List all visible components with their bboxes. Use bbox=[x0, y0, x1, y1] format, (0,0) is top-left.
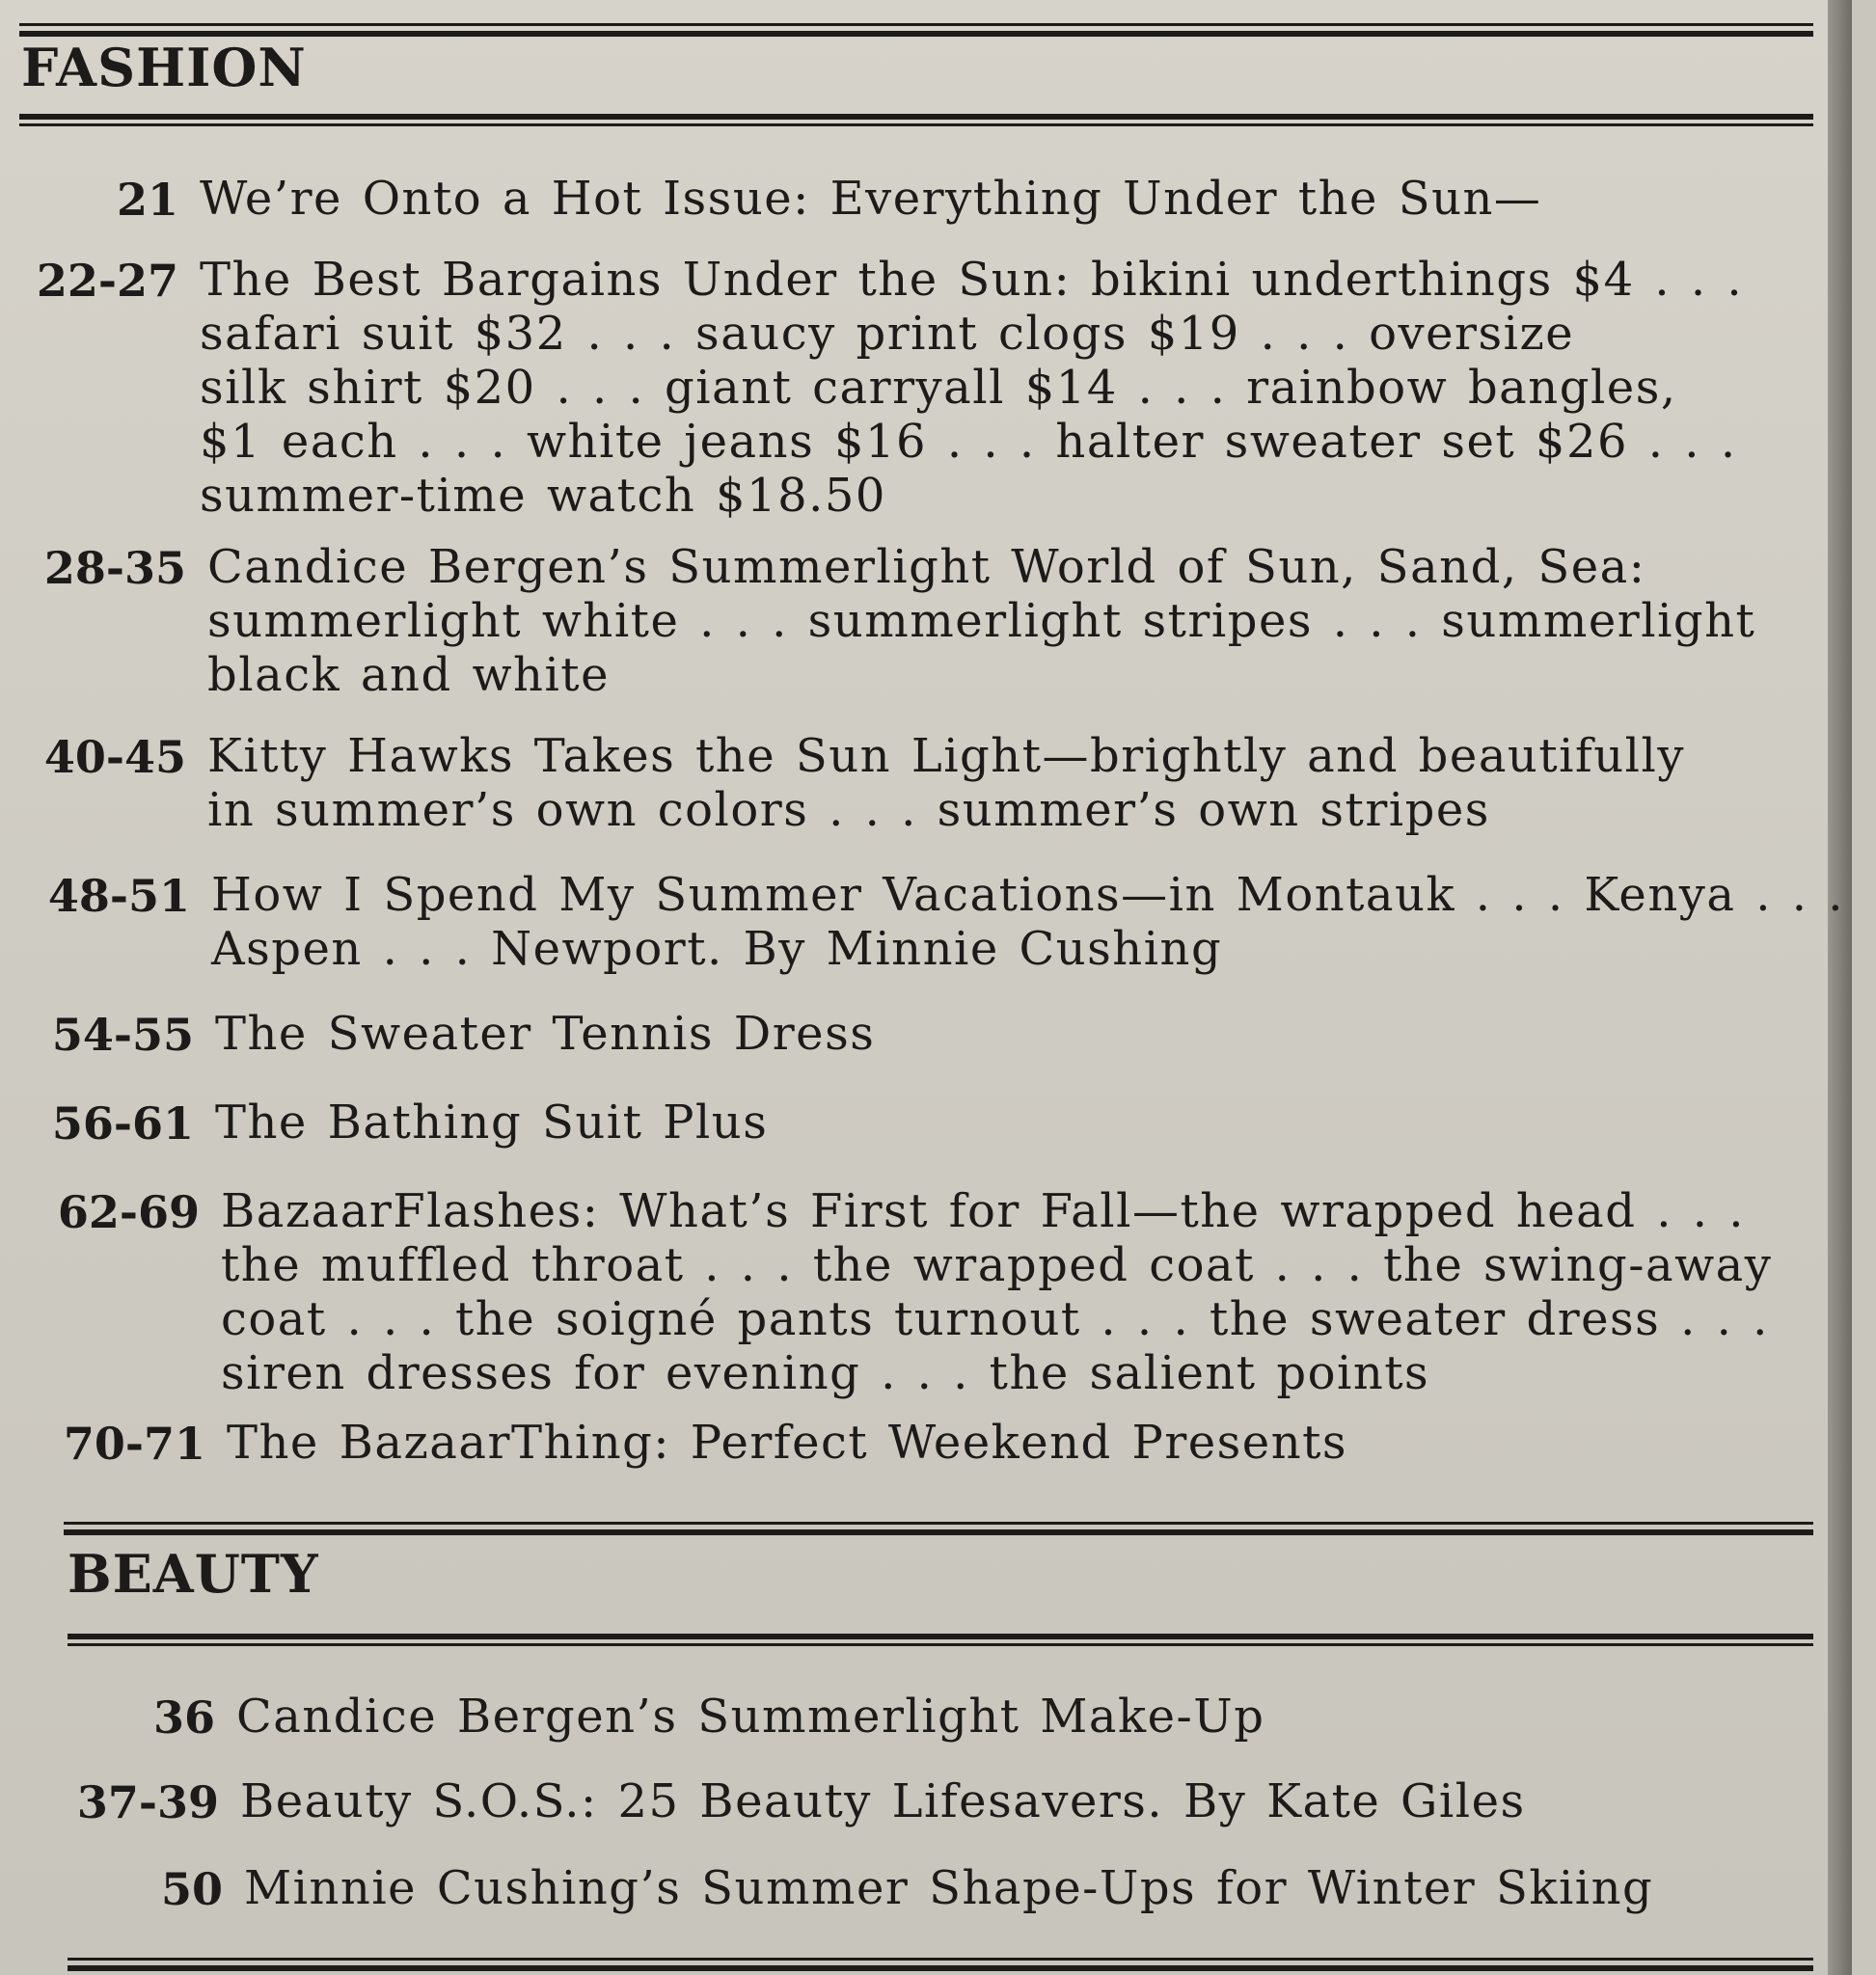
entry-line: in summer’s own colors . . . summer’s own stripes bbox=[207, 783, 1490, 837]
fashion-entry bbox=[27, 1416, 1347, 1472]
page-number: 37-39 bbox=[76, 1776, 219, 1828]
fashion-section-title: FASHION bbox=[21, 37, 307, 98]
page-number: 54-55 bbox=[51, 1009, 194, 1061]
entry-line: The Sweater Tennis Dress bbox=[215, 1007, 876, 1061]
fashion-entry bbox=[0, 172, 1541, 228]
entry-line: The Bathing Suit Plus bbox=[215, 1096, 769, 1150]
fashion-entry bbox=[21, 1184, 1772, 1400]
entry-text bbox=[240, 1774, 1526, 1828]
beauty-top-rule bbox=[64, 1522, 1813, 1535]
entry-line: Aspen . . . Newport. By Minnie Cushing bbox=[211, 922, 1223, 976]
page-number: 28-35 bbox=[43, 542, 186, 594]
page-number: 48-51 bbox=[47, 870, 190, 922]
entry-line: The BazaarThing: Perfect Weekend Presents bbox=[227, 1416, 1348, 1470]
entry-text bbox=[200, 253, 1743, 523]
entry-line: Candice Bergen’s Summerlight World of Sun, Sand, Sea: bbox=[207, 540, 1646, 594]
page-number: 70-71 bbox=[63, 1418, 205, 1470]
entry-text bbox=[207, 540, 1755, 702]
entry-line: coat . . . the soigné pants turnout . . . the sweater dress . . . bbox=[221, 1292, 1769, 1346]
entry-line: black and white bbox=[207, 648, 610, 702]
entry-text bbox=[227, 1416, 1347, 1470]
fashion-entry bbox=[12, 868, 1844, 976]
entry-line: silk shirt $20 . . . giant carryall $14 . . . rainbow bangles, bbox=[200, 361, 1677, 415]
beauty-entry bbox=[44, 1861, 1653, 1917]
bottom-rule bbox=[68, 1958, 1813, 1971]
top-rule bbox=[19, 23, 1813, 37]
entry-line: safari suit $32 . . . saucy print clogs $19 . . . oversize bbox=[200, 307, 1575, 361]
entry-line: Kitty Hawks Takes the Sun Light—brightly and beautifully bbox=[207, 729, 1685, 783]
entry-text bbox=[200, 172, 1541, 226]
entry-line: We’re Onto a Hot Issue: Everything Under the Sun— bbox=[200, 172, 1542, 226]
entry-text bbox=[215, 1007, 875, 1061]
entry-line: siren dresses for evening . . . the salient points bbox=[221, 1346, 1430, 1400]
entry-line: BazaarFlashes: What’s First for Fall—the wrapped head . . . bbox=[221, 1184, 1746, 1238]
entry-line: the muffled throat . . . the wrapped coat . . . the swing-away bbox=[221, 1238, 1773, 1292]
entry-text bbox=[244, 1861, 1653, 1915]
entry-line: Candice Bergen’s Summerlight Make-Up bbox=[236, 1690, 1265, 1744]
entry-line: Minnie Cushing’s Summer Shape-Ups for Winter Skiing bbox=[244, 1861, 1654, 1915]
entry-line: How I Spend My Summer Vacations—in Montauk . . . Kenya . . . bbox=[211, 868, 1845, 922]
fashion-entry bbox=[15, 1096, 768, 1151]
fashion-entry bbox=[8, 729, 1685, 837]
beauty-entry bbox=[37, 1690, 1264, 1745]
page-number: 36 bbox=[152, 1691, 215, 1744]
fashion-rule bbox=[19, 114, 1813, 127]
fashion-entry bbox=[0, 253, 1743, 523]
beauty-section-title: BEAUTY bbox=[68, 1543, 319, 1605]
fashion-entry bbox=[15, 1007, 875, 1063]
entry-text bbox=[211, 868, 1844, 976]
page-number: 50 bbox=[160, 1863, 223, 1915]
entry-text bbox=[207, 729, 1685, 837]
entry-text bbox=[221, 1184, 1772, 1400]
page-number: 40-45 bbox=[43, 731, 186, 783]
fashion-entry bbox=[8, 540, 1755, 702]
page-number: 62-69 bbox=[57, 1186, 200, 1238]
beauty-entry bbox=[41, 1774, 1526, 1830]
beauty-rule bbox=[68, 1634, 1813, 1647]
entry-text bbox=[236, 1690, 1264, 1744]
page-number: 22-27 bbox=[36, 255, 178, 307]
entry-line: The Best Bargains Under the Sun: bikini underthings $4 . . . bbox=[200, 253, 1744, 307]
entry-line: Beauty S.O.S.: 25 Beauty Lifesavers. By Kate Giles bbox=[240, 1774, 1526, 1828]
entry-line: $1 each . . . white jeans $16 . . . halter sweater set $26 . . . bbox=[200, 415, 1737, 469]
entry-text bbox=[215, 1096, 768, 1150]
page-edge bbox=[1828, 0, 1852, 1975]
entry-line: summerlight white . . . summerlight stripes . . . summerlight bbox=[207, 594, 1756, 648]
entry-line: summer-time watch $18.50 bbox=[200, 469, 886, 523]
page-number: 21 bbox=[116, 174, 178, 226]
page-number: 56-61 bbox=[51, 1097, 194, 1150]
